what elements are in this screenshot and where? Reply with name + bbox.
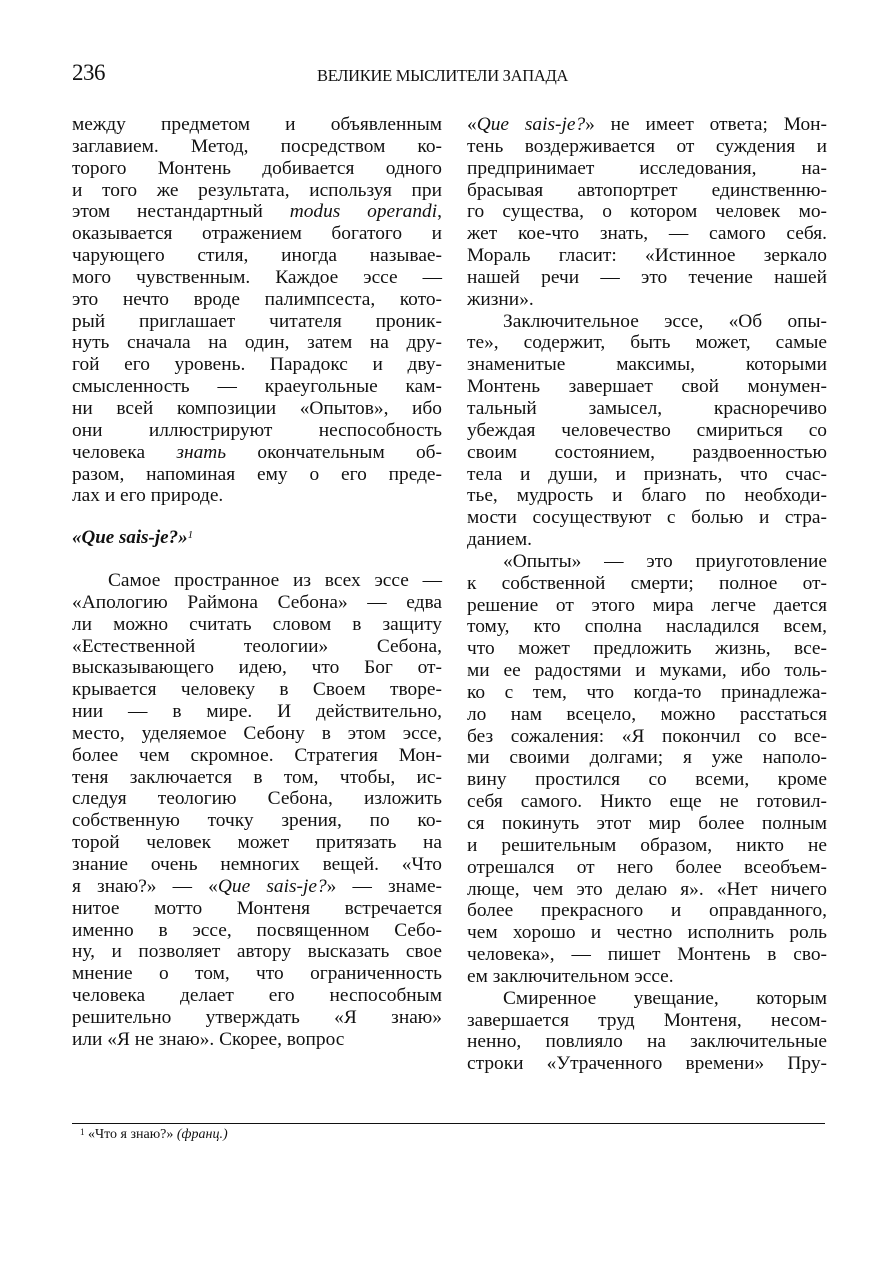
text-line: рый приглашает читателя проник-	[72, 310, 442, 332]
text-line: теня заключается в том, чтобы, ис-	[72, 766, 442, 788]
text-line: го существа, о котором человек мо-	[467, 201, 827, 223]
right-column	[467, 114, 827, 1075]
text-line: к собственной смерти; полное от-	[467, 572, 827, 594]
text-line: строки «Утраченного времени» Пру-	[467, 1053, 827, 1075]
text-line: они иллюстрируют неспособность	[72, 419, 442, 441]
text-line: ли можно считать словом в защиту	[72, 613, 442, 635]
text-line: тень воздерживается от суждения и	[467, 135, 827, 157]
left-column	[72, 114, 442, 1051]
text-line: вину простился со всеми, кроме	[467, 769, 827, 791]
text-line: оказывается отражением богатого и	[72, 223, 442, 245]
text-line: я знаю?» — «Que sais-je?» — знаме-	[72, 875, 443, 897]
text-line: знание очень немногих вещей. «Что	[72, 854, 442, 875]
text-line: «Апологию Раймона Себона» — едва	[72, 591, 442, 613]
text-line: данием.	[467, 529, 532, 551]
paragraph	[467, 988, 827, 1075]
text-line: высказывающего идею, что Бог от-	[72, 657, 442, 679]
text-line: ненно, повлияло на заключительные	[467, 1031, 827, 1053]
text-line: ко с тем, что когда-то принадлежа-	[467, 681, 827, 703]
text-line: и того же результата, используя при	[72, 179, 442, 201]
footnote-mark[interactable]: 1	[187, 529, 194, 542]
text-line: торого Монтень добивается одного	[72, 157, 442, 179]
text-line: Самое пространное из всех эссе —	[108, 570, 442, 592]
text-line: своим состоянием, раздвоенностью	[467, 441, 827, 463]
text-line: тому, кто сполна насладился всем,	[467, 616, 827, 638]
paragraph	[467, 114, 827, 311]
footnote	[80, 1127, 228, 1143]
text-line: более чем скромное. Стратегия Мон-	[72, 744, 442, 766]
text-line: человека», — пишет Монтень в сво-	[467, 944, 827, 966]
text-line: убеждая человечество смириться со	[467, 419, 827, 441]
text-line: брасывая автопортрет единственню-	[467, 179, 827, 201]
text-line: человека делает его неспособным	[72, 985, 442, 1007]
footnote-number: 1	[80, 1127, 85, 1137]
text-line: Смиренное увещание, которым	[503, 987, 827, 1009]
italic-term: знать	[176, 441, 227, 463]
text-line: ем заключительном эссе.	[467, 965, 674, 987]
text-line: те», содержит, быть может, самые	[467, 332, 827, 354]
text-line: место, уделяемое Себону в этом эссе,	[72, 722, 442, 744]
text-line: без сожаления: «Я покончил со все-	[467, 725, 827, 747]
text-line: знаменитые максимы, которыми	[467, 354, 827, 376]
text-line: «Естественной теологии» Себона,	[72, 635, 442, 657]
text-line: решение от этого мира легче дается	[467, 594, 827, 616]
text-line: что может предложить жизнь, все-	[467, 638, 827, 660]
text-line: более прекрасного и оправданного,	[467, 900, 827, 922]
text-line: следуя теологию Себона, изложить	[72, 788, 442, 810]
footnote-text: «Что я знаю?»	[88, 1127, 174, 1142]
text-line: тье, мудрость и благо по необходи-	[467, 485, 827, 507]
text-line: мости сосуществуют с болью и стра-	[467, 507, 827, 529]
text-line: Заключительное эссе, «Об опы-	[503, 310, 827, 332]
text-line: ся покинуть этот мир более полным	[467, 813, 827, 834]
text-line: гой его уровень. Парадокс и дву-	[72, 354, 442, 376]
paragraph	[72, 114, 442, 507]
text-line: отрешался от него более всеобъем-	[467, 856, 827, 878]
footnote-note: (франц.)	[176, 1127, 228, 1142]
text-line: чем хорошо и честно исполнить роль	[467, 922, 827, 944]
text-line: ми ее радостями и муками, ибо толь-	[467, 660, 827, 682]
text-line: тела и души, и признать, что счас-	[467, 463, 827, 485]
text-line: заглавием. Метод, посредством ко-	[72, 135, 442, 157]
text-line: это нечто вроде палимпсеста, кото-	[72, 288, 442, 310]
paragraph	[467, 551, 827, 988]
text-line: нитое мотто Монтеня встречается	[72, 897, 442, 919]
text-line: предпринимает исследования, на-	[467, 157, 827, 179]
heading-text: «Que sais-je?»	[72, 527, 188, 549]
text-line: лах и его природе.	[72, 485, 224, 507]
text-line: крывается человеку в Своем творе-	[72, 679, 442, 701]
text-line: между предметом и объявленным	[72, 114, 442, 135]
text-line: «Опыты» — это приуготовление	[503, 550, 827, 572]
section-heading	[72, 527, 442, 549]
text-line: именно в эссе, посвященном Себо-	[72, 919, 442, 941]
page-number: 236	[72, 60, 105, 85]
text-line: люще, чем это делаю я». «Нет ничего	[467, 878, 827, 900]
running-title: ВЕЛИКИЕ МЫСЛИТЕЛИ ЗАПАДА	[317, 66, 569, 85]
text-line: ни всей композиции «Опытов», ибо	[72, 397, 442, 419]
text-line: Монтень завершает свой монумен-	[467, 376, 827, 398]
text-line: чарующего стиля, иногда называе-	[72, 245, 442, 267]
italic-term: modus operandi	[289, 201, 438, 223]
text-line: этом нестандартный modus operandi,	[72, 201, 442, 223]
text-line: себя самого. Никто еще не готовил-	[467, 791, 827, 813]
text-line: тальный замысел, красноречиво	[467, 397, 827, 419]
italic-term: Que sais-je?	[217, 875, 327, 897]
text-line: решительно утверждать «Я знаю»	[72, 1006, 442, 1028]
text-line: разом, напоминая ему о его преде-	[72, 463, 442, 485]
text-line: ло нам всецело, можно расстаться	[467, 703, 827, 725]
italic-term: Que sais-je?	[476, 114, 586, 135]
text-line: и решительным образом, никто не	[467, 834, 827, 856]
text-line: торой человек может притязать на	[72, 832, 442, 854]
text-line: «Que sais-je?» не имеет ответа; Мон-	[467, 114, 827, 135]
paragraph	[72, 570, 442, 1051]
footnote-divider	[72, 1123, 825, 1124]
running-head	[72, 58, 826, 88]
text-line: жизни».	[467, 288, 534, 310]
text-line: ну, и позволяет автору высказать свое	[72, 941, 442, 963]
text-line: нашей речи — это течение нашей	[467, 266, 827, 288]
text-line: ми своими долгами; я уже наполо-	[467, 747, 827, 769]
text-line: собственную точку зрения, по ко-	[72, 810, 442, 832]
text-line: нии — в мире. И действительно,	[72, 701, 442, 723]
text-line: Мораль гласит: «Истинное зеркало	[467, 245, 827, 267]
text-line: мого чувственным. Каждое эссе —	[72, 266, 442, 288]
text-line: смысленность — краеугольные кам-	[72, 376, 442, 398]
text-line: нуть сначала на один, затем на дру-	[72, 332, 442, 354]
text-line: завершается труд Монтеня, несом-	[467, 1009, 827, 1031]
text-line: или «Я не знаю». Скорее, вопрос	[72, 1028, 345, 1050]
text-line: жет кое-что знать, — самого себя.	[467, 223, 827, 245]
paragraph	[467, 311, 827, 551]
text-line: мнение о том, что ограниченность	[72, 963, 442, 985]
text-line: человека знать окончательным об-	[72, 441, 442, 463]
